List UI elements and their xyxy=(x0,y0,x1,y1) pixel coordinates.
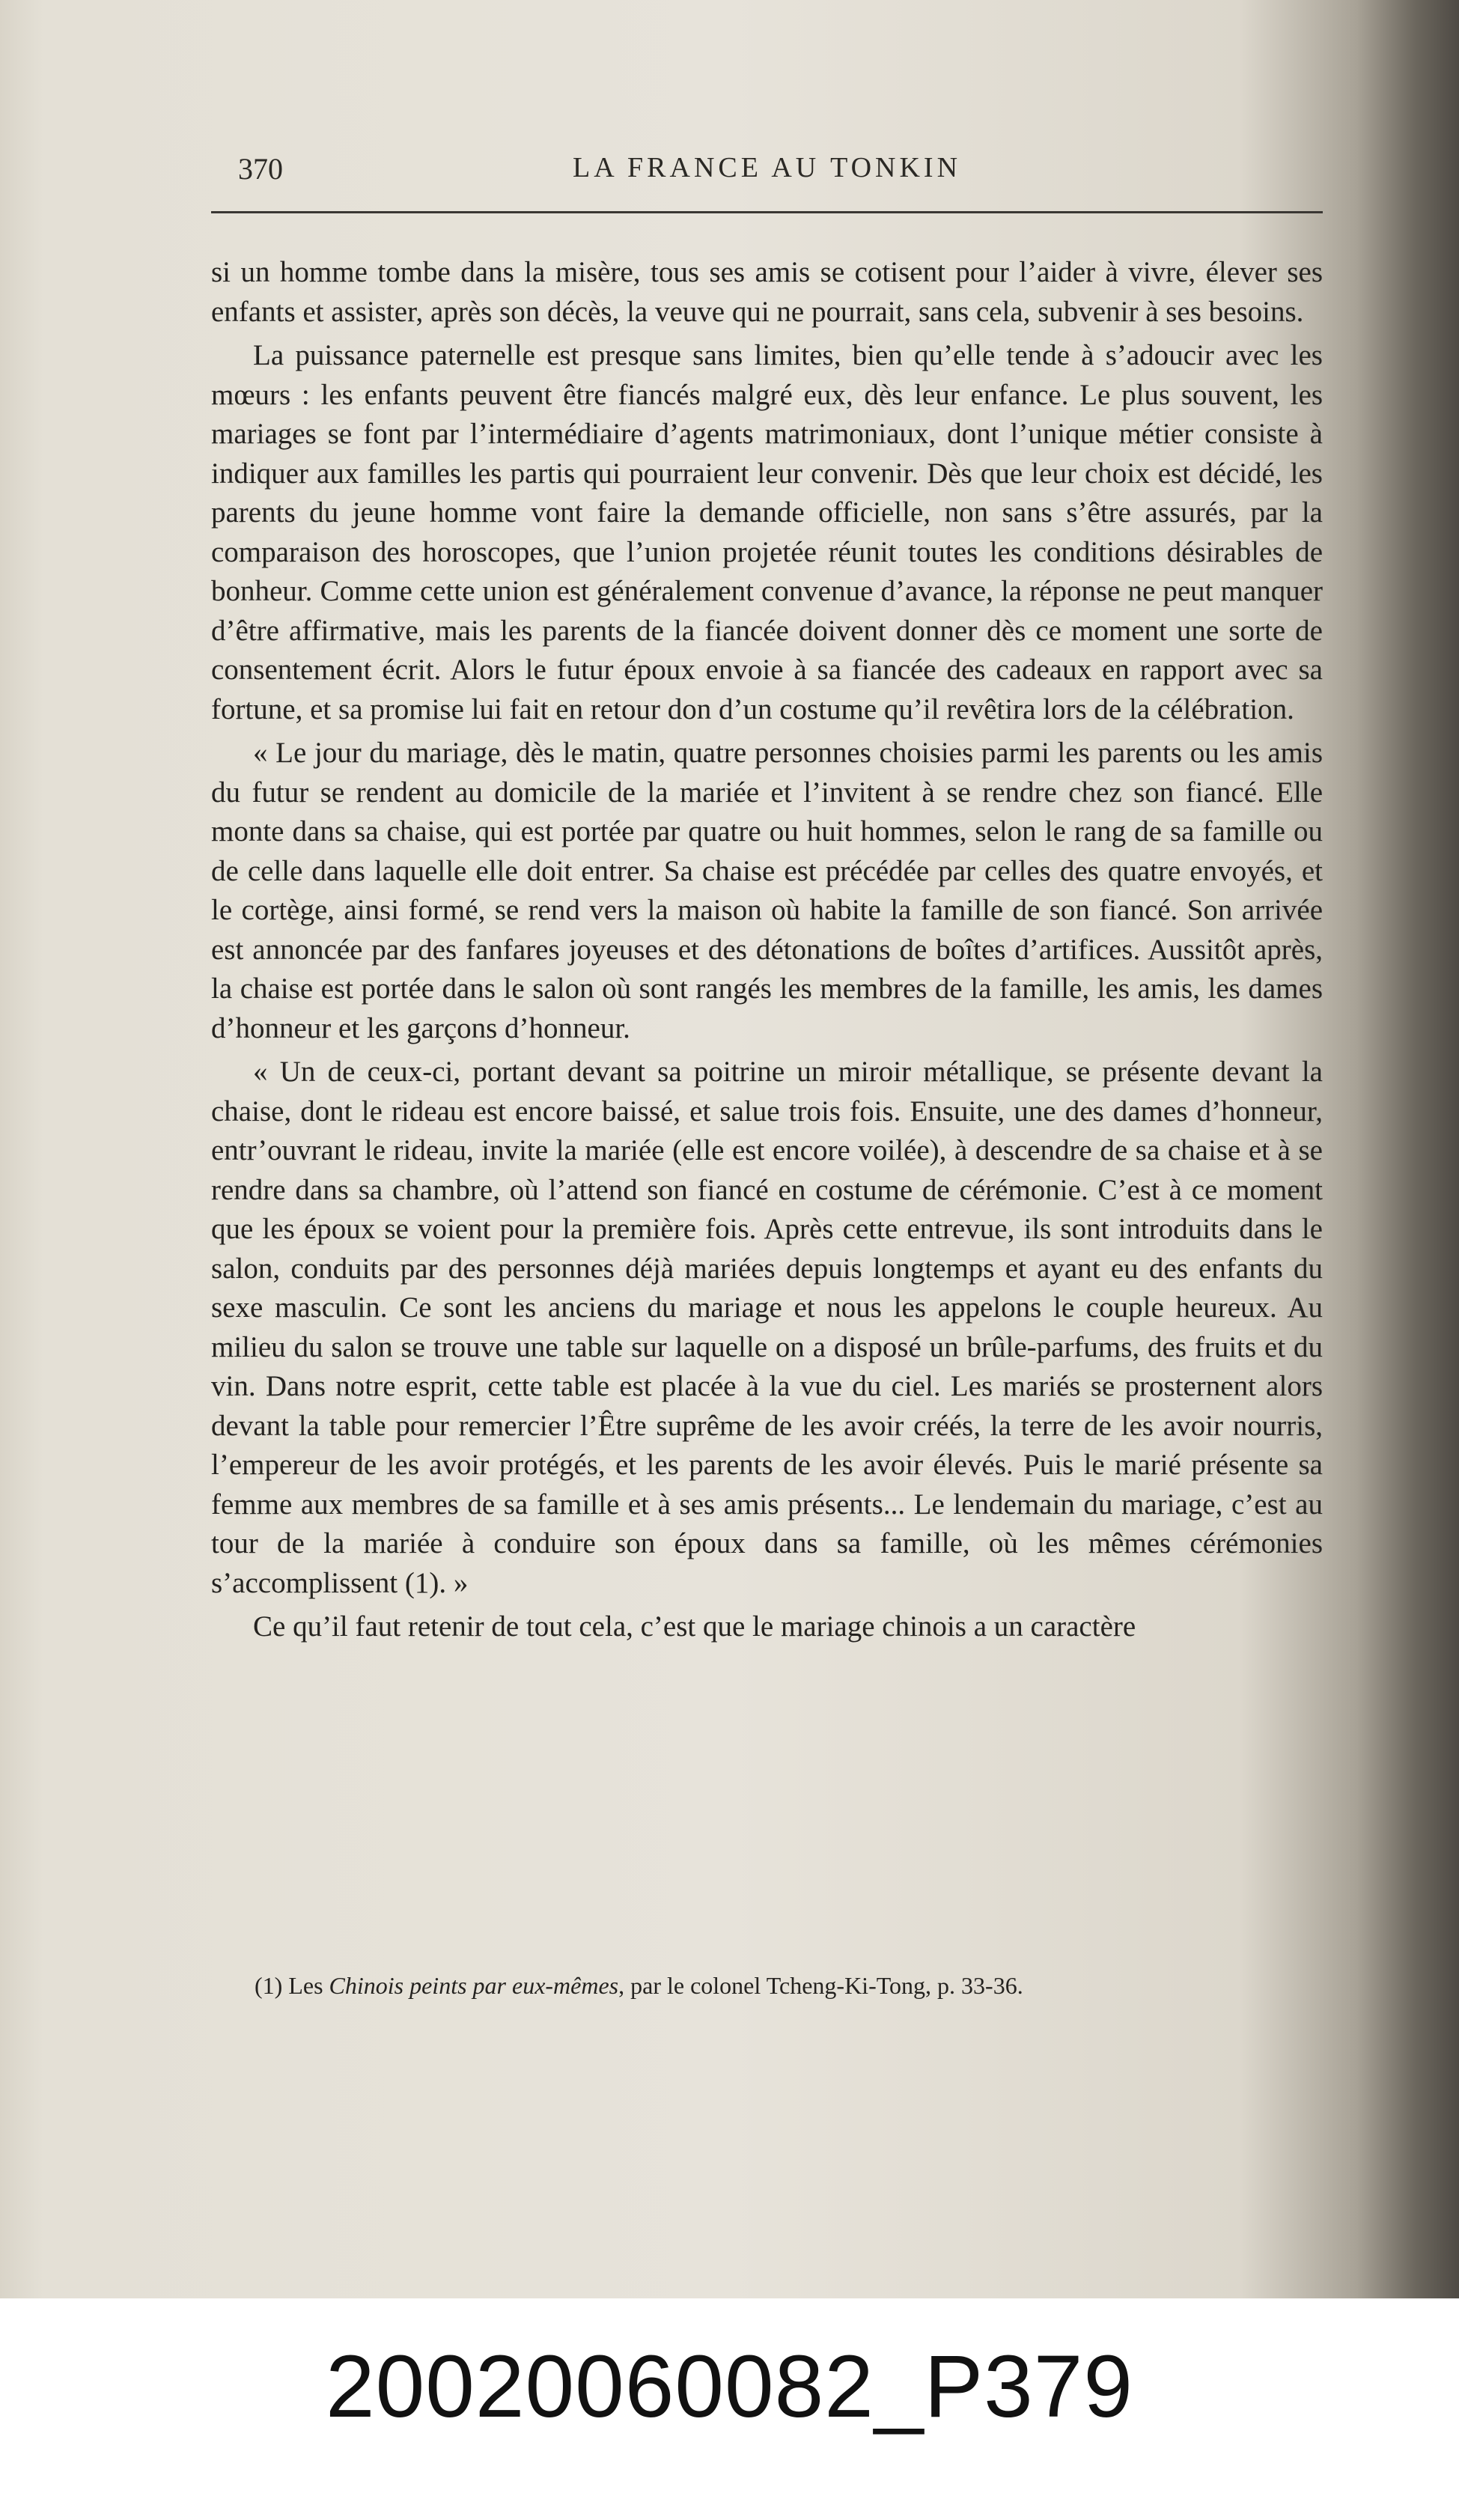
paragraph-4: « Un de ceux-ci, portant devant sa poitrine un miroir métallique, se présente devant la chaise, dont le rideau est encore baissé, et salue trois fois. Ensuite, une des dames d’honneur, entr’ouvrant le rideau, invite la mariée (elle est encore voilée), à descendre de sa chaise et à se rendre dans sa chambre, où l’attend son fiancé en costume de cérémonie. C’est à ce moment que les époux se voient pour la première fois. Après cette entrevue, ils sont introduits dans le salon, conduits par des personnes déjà mariées depuis longtemps et ayant eu des enfants du sexe masculin. Ce sont les anciens du mariage et nous les appelons le couple heureux. Au milieu du salon se trouve une table sur laquelle on a disposé un brûle-parfums, des fruits et du vin. Dans notre esprit, cette table est placée à la vue du ciel. Les mariés se prosternent alors devant la table pour remercier l’Être suprême de les avoir créés, la terre de les avoir nourris, l’empereur de les avoir protégés, et les parents de les avoir élevés. Puis le marié présente sa femme aux membres de sa famille et à ses amis présents... Le lendemain du mariage, c’est au tour de la mariée à conduire son époux dans sa famille, où les mêmes cérémonies s’accomplissent (1). » xyxy=(211,1056,1323,1599)
page-number: 370 xyxy=(238,152,283,186)
paragraph-2: La puissance paternelle est presque sans limites, bien qu’elle tende à s’adoucir avec les mœurs : les enfants peuvent être fiancés malgré eux, dès leur enfance. Le plus souvent, les mariages se font par l’intermédiaire d’agents matrimoniaux, dont l’unique métier consiste à indiquer aux familles les partis qui pourraient leur convenir. Dès que leur choix est décidé, les parents du jeune homme vont faire la demande officielle, non sans s’être assurés, par la comparaison des horoscopes, que l’union projetée réunit toutes les conditions désirables de bonheur. Comme cette union est généralement convenue d’avance, la réponse ne peut manquer d’être affirmative, mais les parents de la fiancée doivent donner dès ce moment une sorte de consentement écrit. Alors le futur époux envoie à sa fiancée des cadeaux en rapport avec sa fortune, et sa promise lui fait en retour don d’un costume qu’il revêtira lors de la célébration. xyxy=(211,339,1323,725)
footnote xyxy=(255,1970,1318,2000)
footnote-rest: , par le colonel Tcheng-Ki-Tong, p. 33-36. xyxy=(618,1972,1023,1999)
footnote-marker: (1) Les xyxy=(255,1972,323,1999)
paragraph-3: « Le jour du mariage, dès le matin, quatre personnes choisies parmi les parents ou les amis du futur se rendent au domicile de la mariée et l’invitent à se rendre chez son fiancé. Elle monte dans sa chaise, qui est portée par quatre ou huit hommes, selon le rang de sa famille ou de celle dans laquelle elle doit entrer. Sa chaise est précédée par celles des quatre envoyés, et le cortège, ainsi formé, se rend vers la maison où habite la famille de son fiancé. Son arrivée est annoncée par des fanfares joyeuses et des détonations de boîtes d’artifices. Aussitôt après, la chaise est portée dans le salon où sont rangés les membres de la famille, les amis, les dames d’honneur et les garçons d’honneur. xyxy=(211,737,1323,1044)
image-caption: 20020060082_P379 xyxy=(325,2337,1134,2436)
body-text xyxy=(211,253,1323,1652)
page-header xyxy=(211,151,1323,196)
paragraph-5: Ce qu’il faut retenir de tout cela, c’est que le mariage chinois a un caractère xyxy=(253,1610,1136,1643)
header-rule xyxy=(211,211,1323,213)
running-title: LA FRANCE AU TONKIN xyxy=(572,152,962,183)
paragraph-1: si un homme tombe dans la misère, tous ses amis se cotisent pour l’aider à vivre, élever ses enfants et assister, après son décès, la veuve qui ne pourrait, sans cela, subvenir à ses besoins. xyxy=(211,256,1323,328)
footnote-title: Chinois peints par eux-mêmes xyxy=(329,1972,619,1999)
